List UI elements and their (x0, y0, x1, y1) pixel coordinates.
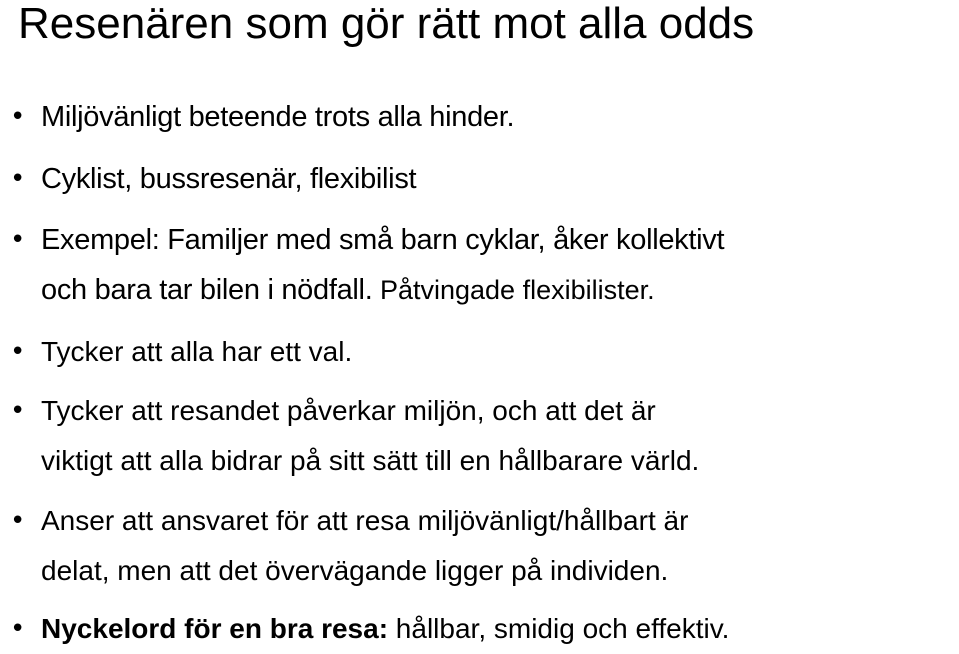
bullet-item (10, 327, 950, 377)
bullet-icon: • (10, 337, 26, 367)
bullet-text-line1: Tycker att resandet påverkar miljön, och att det är (41, 395, 656, 426)
bullet-text (41, 604, 950, 654)
bullet-text-line2 (41, 265, 950, 315)
bullet-text: Miljövänligt beteende trots alla hinder. (41, 101, 515, 133)
slide-title: Resenären som gör rätt mot alla odds (18, 0, 755, 48)
bullet-item (10, 154, 950, 204)
bullet-icon: • (10, 102, 26, 132)
keyword-values: hållbar, smidig och effektiv. (388, 613, 730, 644)
bullet-icon: • (10, 614, 26, 644)
bullet-icon: • (10, 506, 26, 536)
bullet-text-line2: delat, men att det övervägande ligger på individen. (41, 555, 669, 586)
bullet-text-line2-part-a: och bara tar bilen i nödfall. (41, 274, 373, 306)
bullet-icon: • (10, 396, 26, 426)
bullet-item (10, 386, 950, 486)
bullet-item (10, 496, 950, 596)
bullet-text: Tycker att alla har ett val. (41, 336, 353, 367)
bullet-icon: • (10, 225, 26, 255)
bullet-icon: • (10, 164, 26, 194)
bullet-text-line1: Exempel: Familjer med små barn cyklar, åker kollektivt (41, 224, 725, 256)
bullet-item (10, 92, 950, 142)
bullet-text: Cyklist, bussresenär, flexibilist (41, 163, 417, 195)
bullet-item (10, 604, 950, 654)
bullet-text-line1: Anser att ansvaret för att resa miljövänligt/hållbart är (41, 505, 689, 536)
bullet-text-line2-part-b: Påtvingade flexibilister. (372, 275, 655, 305)
bullet-item (10, 215, 950, 315)
keyword-label: Nyckelord för en bra resa: (41, 613, 389, 644)
bullet-text-line2: viktigt att alla bidrar på sitt sätt till en hållbarare värld. (41, 445, 700, 476)
